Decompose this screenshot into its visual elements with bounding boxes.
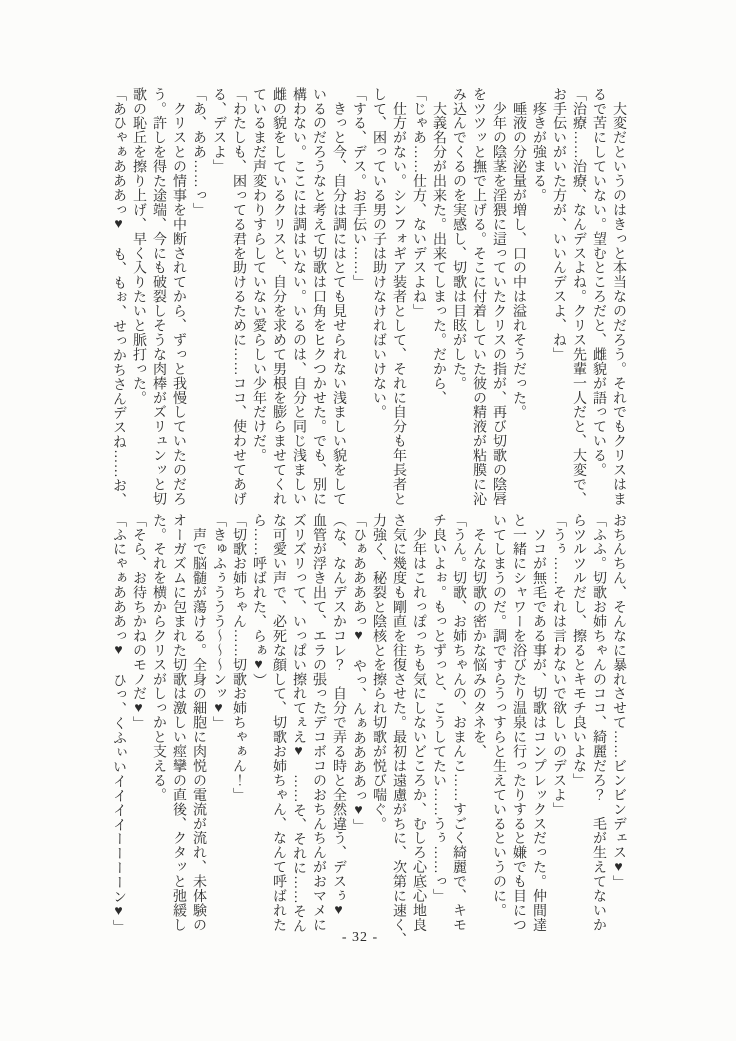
text-line: して、困っている男の子は助けなければいけない。 [371, 87, 386, 420]
text-line: おちんちん、そんなに暴れさせて……ビンビンデェス♥」 [611, 513, 626, 890]
text-line: をツツッと撫で上げる。そこに付着していた彼の精液が粘膜に沁 [471, 87, 486, 507]
text-line: 「あ、ああ……っ」 [191, 87, 206, 218]
text-line: 歌の恥丘を擦り上げ、早く入りたいと脈打った。 [131, 87, 146, 405]
text-line: 声で脳髄が蕩ける。全身の細胞に肉悦の電流が流れ、未体験の [191, 513, 206, 933]
text-line: ソコが無毛である事が、切歌はコンプレックスだった。仲間達 [531, 513, 546, 933]
text-line: 「じゃあ……仕方、ないデスよね」 [411, 87, 426, 319]
text-line: 「切歌お姉ちゃん……切歌お姉ちゃぁん！」 [231, 513, 246, 802]
text-line: 「きゅふぅううう～～～ンッ♥」 [211, 513, 226, 731]
text-line: るで苦にしていない。望むところだと、雌貌が語っている。 [591, 87, 606, 478]
text-line: 「ひぁああああっ♥ やっ、んぁああああっ♥」 [351, 513, 366, 833]
text-line: 「うん。切歌、お姉ちゃんの、おまんこ……すごく綺麗で、キモ [451, 513, 466, 933]
text-line: 「うぅ……それは言わないで欲しいのデスよ」 [551, 513, 566, 817]
text-line: ズリズリって、いっぱい擦れてぇえ♥ ……そ、それに……そん [291, 513, 306, 934]
text-line: 「わたしも、困ってる君を助けるために……ココ、使わせてあげ [231, 87, 246, 507]
text-line: 血管が浮き出て、エラの張ったデコボコのおちんちんがおマメに [311, 513, 326, 933]
text-line: 少年の陰茎を淫猥に這っていたクリスの指が、再び切歌の陰唇 [491, 87, 506, 507]
text-line: 少年はこれっぽっちも気にしないどころか、むしろ心底心地良 [411, 513, 426, 933]
text-line: 雌の貌をしているクリスと、自分を求めて男根を膨らませてくれ [271, 87, 286, 507]
text-line: 大義名分が出来た。出来てしまった。だから、 [431, 87, 446, 405]
text-line: そんな切歌の密かな悩みのタネを、 [471, 513, 486, 759]
text-line: な可愛い声で、必死な顔して、切歌お姉ちゃん、なんて呼ばれた [271, 513, 286, 933]
text-line: 力強く、秘裂と陰核とを擦られ切歌が悦び喘ぐ。 [371, 513, 386, 831]
text-line: 「ふにゃぁあああっ♥ ひっ、くふぃいイイイイーーーーン♥」 [111, 513, 126, 935]
text-line: オーガズムに包まれた切歌は激しい痙攣の直後、クタッと弛緩し [171, 513, 186, 933]
text-line: 構わない。ここには調はいない。いるのは、自分と同じ浅ましい [291, 87, 306, 507]
text-line: と一緒にシャワーを浴びたり温泉に行ったりすると嫌でも目につ [511, 513, 526, 933]
text-line: 「あひゃぁあああっ♥ も、もぉ、せっかちさんデスね……お、 [111, 87, 126, 508]
text-line: お手伝いがいた方が、いいんデスよ、ね」 [551, 87, 566, 362]
text-line: 唾液の分泌量が増し、口の中は溢れそうだった。 [511, 87, 526, 420]
text-line: 「そら、お待ちかねのモノだ♥」 [131, 513, 146, 731]
text-line: 仕方がない。シンフォギア装者として、それに自分も年長者と [391, 87, 406, 507]
text-line: ら……呼ばれた、らぁ♥） [251, 513, 266, 688]
text-line: 疼きが強まる。 [531, 87, 546, 203]
text-block-top [108, 87, 628, 513]
text-line: きっと今、自分は調にはとても見せられない浅ましい貌をして [331, 87, 346, 507]
text-line: クリスとの情事を中断されてから、ずっと我慢していたのだろ [171, 87, 186, 507]
text-line: チ良いよぉ。もっとずっと、こうしてたい……うぅ……っ」 [431, 513, 446, 904]
text-line: いてしまうのだ。調ですらうっすらと生えているというのに。 [491, 513, 506, 918]
text-line: た。それを横からクリスがしっかと支える。 [151, 513, 166, 802]
text-line: 大変だというのはきっと本当なのだろう。それでもクリスはま [611, 87, 626, 507]
text-block-bottom [108, 513, 628, 947]
text-line: ているまだ声変わりすらしていない愛らしい少年だけだ。 [251, 87, 266, 463]
text-line: う。許しを得た途端、今にも破裂しそうな肉棒がズリュンッと切 [151, 87, 166, 507]
text-line: る、デスよ」 [211, 87, 226, 174]
text-line: 「治療……治療、なんデスよね。クリス先輩一人だと、大変で、 [571, 87, 586, 507]
page-number: - 32 - [341, 930, 379, 945]
text-line: （な、なんデスかコレ？ 自分で弄る時と全然違う、デスぅ♥ [331, 513, 346, 919]
text-line: み込んでくるのを実感し、切歌は目眩がした。 [451, 87, 466, 391]
text-line: さ気に幾度も剛直を往復させた。最初は遠慮がちに、次第に速く、 [391, 513, 406, 947]
text-line: いるのだろうなと考えて切歌は口角をヒクつかせた。でも、別に [311, 87, 326, 507]
text-line: 「ふふ。切歌お姉ちゃんのココ、綺麗だろ？ 毛が生えてないか [591, 513, 606, 933]
text-line: 「する、デス。お手伝い……」 [351, 87, 366, 290]
text-line: らツルツルだし、擦るとキモチ良いよな」 [571, 513, 586, 788]
